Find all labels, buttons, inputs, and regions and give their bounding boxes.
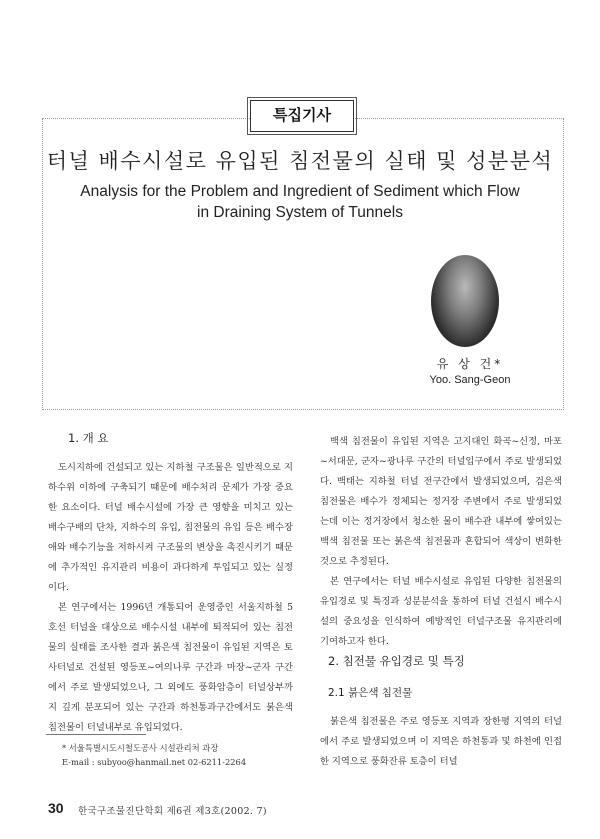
right-column: [320, 432, 562, 652]
section-2-1-body: [320, 712, 562, 772]
korean-title: 터널 배수시설로 유입된 침전물의 실태 및 성분분석: [46, 149, 554, 173]
body-paragraph: 본 연구에서는 1996년 개통되어 운영중인 서울지하철 5호선 터널을 대상으로 배수시설 내부에 퇴적되어 있는 침전물의 실태를 조사한 결과 붉은색 침전물이 유입된 지역은 토사터널로 건설된 영등포~여의나루 구간과 마장~군자 구간에서 주로 발생되었으나, 그 외에도 풍화암층이 터널상부까지 깊게 분포되어 있는 구간과 하천통과구간에서도 붉은색 침전물이 터널내부로 유입되었다.: [48, 602, 293, 733]
body-paragraph: 붉은색 침전물은 주로 영등포 지역과 장한평 지역의 터널에서 주로 발생되었으며 이 지역은 하천통과 및 하천에 인접한 지역으로 풍화잔류 토층이 터널: [320, 716, 562, 767]
footnote: [62, 741, 302, 769]
body-paragraph: 백색 침전물이 유입된 지역은 고지대인 화곡~신정, 마포~서대문, 군자~광나루 구간의 터널입구에서 주로 발생되었다. 백태는 지하철 터널 전구간에서 발생되었으며, 검은색 침전물은 배수가 정체되는 정거장 주변에서 주로 발생되었는데 이는 정거장에서 청소한 물이 배수관 내부에 쌓여있는 백색 침전물 또는 붉은색 침전물과 혼합되어 색상이 변화한 것으로 추정된다.: [320, 436, 562, 567]
section-1-heading: 1. 개 요: [68, 431, 109, 445]
feature-tag: 특집기사: [250, 100, 354, 132]
page-number: 30: [48, 800, 64, 816]
author-photo: [431, 255, 499, 347]
footnote-affiliation: * 서울특별시도시철도공사 시설관리처 과장: [62, 743, 219, 753]
english-title: [60, 181, 540, 223]
english-title-line-2: in Draining System of Tunnels: [197, 204, 403, 221]
english-title-line-1: Analysis for the Problem and Ingredient of Sediment which Flow: [80, 183, 520, 200]
author-name-korean: 유 상 건*: [436, 357, 504, 371]
section-2-heading: 2. 침전물 유입경로 및 특징: [328, 654, 465, 668]
author-name-english: Yoo. Sang-Geon: [429, 374, 511, 386]
body-paragraph: 도시지하에 건설되고 있는 지하철 구조물은 일반적으로 지하수위 이하에 구축되기 때문에 배수처리 문제가 가장 중요한 요소이다. 터널 배수시설에 가장 큰 영향을 미치고 있는 배수구배의 단차, 지하수의 유입, 침전물의 유입 등은 배수장애와 배수기능을 저하시켜 구조물의 변상을 촉진시키기 때문에 추가적인 유지관리 비용이 과다하게 투입되고 있는 실정이다.: [48, 462, 293, 593]
body-paragraph: 본 연구에서는 터널 배수시설로 유입된 다양한 침전물의 유입경로 및 특징과 성분분석을 통하여 터널 건설시 배수시설의 중요성을 인식하여 예방적인 터널구조물 유지관리에 기여하고자 한다.: [320, 576, 562, 647]
section-2-1-heading: 2.1 붉은색 침전물: [328, 687, 413, 699]
left-column: [48, 458, 293, 738]
footnote-contact: E-mail : subyoo@hanmail.net 02-6211-2264: [62, 757, 247, 767]
footnote-rule: [46, 734, 146, 735]
journal-citation: 한국구조물진단학회 제6권 제3호(2002. 7): [78, 806, 267, 817]
